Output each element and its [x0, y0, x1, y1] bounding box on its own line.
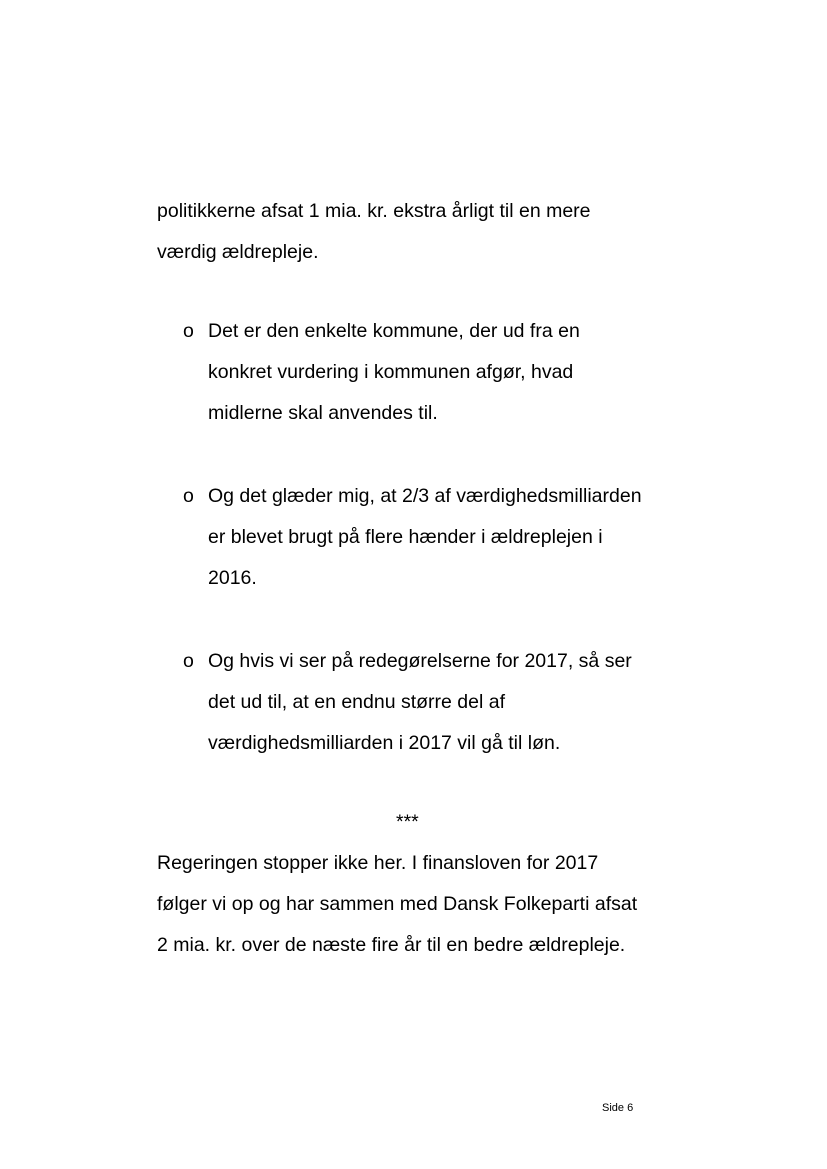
bullet-text: [208, 311, 580, 434]
text-line: det ud til, at en endnu større del af: [208, 691, 506, 713]
bullet-marker-icon: o: [183, 485, 194, 507]
text-line: konkret vurdering i kommunen afgør, hvad: [208, 361, 574, 383]
text-line: politikkerne afsat 1 mia. kr. ekstra årligt til en mere: [157, 200, 591, 222]
text-line: værdighedsmilliarden i 2017 vil gå til løn.: [208, 732, 561, 754]
paragraph-conclusion: [157, 843, 637, 966]
text-line: følger vi op og har sammen med Dansk Folkeparti afsat: [157, 893, 638, 915]
bullet-marker-icon: o: [183, 650, 194, 672]
text-line: 2 mia. kr. over de næste fire år til en bedre ældrepleje.: [157, 934, 626, 956]
text-line: værdig ældrepleje.: [157, 241, 319, 263]
bullet-marker-icon: o: [183, 320, 194, 342]
text-line: Og hvis vi ser på redegørelserne for 2017, så ser: [208, 650, 632, 672]
text-line: er blevet brugt på flere hænder i ældreplejen i: [208, 526, 603, 548]
bullet-text: [208, 476, 642, 599]
page-number: Side 6: [602, 1102, 634, 1114]
text-line: Det er den enkelte kommune, der ud fra en: [208, 320, 580, 342]
text-line: 2016.: [208, 567, 257, 589]
section-separator: ***: [396, 811, 419, 833]
text-line: Og det glæder mig, at 2/3 af værdighedsmilliarden: [208, 485, 642, 507]
bullet-text: [208, 641, 632, 764]
text-line: Regeringen stopper ikke her. I finansloven for 2017: [157, 852, 599, 874]
paragraph-intro: [157, 191, 591, 273]
text-line: midlerne skal anvendes til.: [208, 402, 438, 424]
